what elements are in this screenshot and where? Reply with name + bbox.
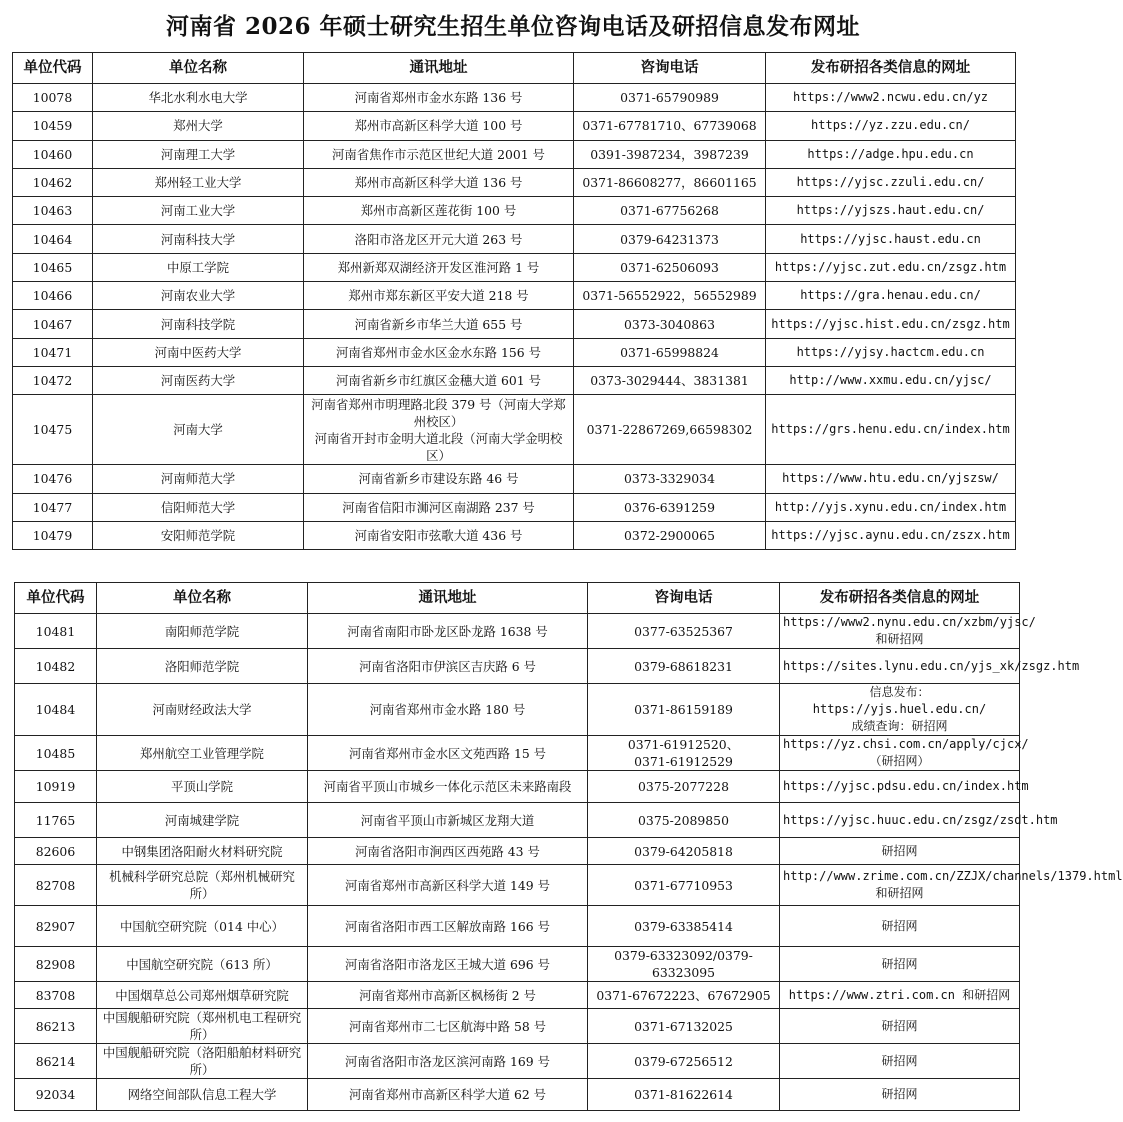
cell-url: 研招网	[780, 906, 1020, 947]
cell-phone: 0379-64205818	[588, 838, 780, 865]
cell-name: 河南科技学院	[93, 310, 304, 338]
cell-code: 10484	[15, 684, 97, 736]
cell-url: http://www.zrime.com.cn/ZZJX/channels/1379.html 和研招网	[780, 865, 1020, 906]
cell-name: 河南大学	[93, 395, 304, 465]
cell-name: 河南农业大学	[93, 282, 304, 310]
cell-url: https://www.htu.edu.cn/yjszsw/	[766, 465, 1016, 493]
cell-code: 82606	[15, 838, 97, 865]
contact-table-2	[14, 582, 1123, 1111]
cell-url: https://yjsc.huuc.edu.cn/zsgz/zsdt.htm	[780, 803, 1020, 838]
cell-url: 研招网	[780, 838, 1020, 865]
table-row	[13, 310, 1016, 338]
table-row	[13, 493, 1016, 521]
cell-address: 河南省郑州市高新区科学大道 62 号	[308, 1079, 588, 1111]
table-row	[13, 197, 1016, 225]
cell-code: 82907	[15, 906, 97, 947]
header-phone: 咨询电话	[574, 53, 766, 84]
cell-name: 郑州轻工业大学	[93, 168, 304, 196]
cell-address: 河南省安阳市弦歌大道 436 号	[304, 521, 574, 549]
table-row	[13, 140, 1016, 168]
cell-phone: 0391-3987234，3987239	[574, 140, 766, 168]
cell-name: 河南城建学院	[97, 803, 308, 838]
table-row	[15, 865, 1020, 906]
header-address: 通讯地址	[308, 583, 588, 614]
cell-url: http://www.xxmu.edu.cn/yjsc/	[766, 366, 1016, 394]
cell-phone: 0371-86159189	[588, 684, 780, 736]
cell-code: 11765	[15, 803, 97, 838]
header-code: 单位代码	[15, 583, 97, 614]
cell-url: https://sites.lynu.edu.cn/yjs_xk/zsgz.htm	[780, 649, 1020, 684]
cell-url: https://www.ztri.com.cn 和研招网	[780, 982, 1020, 1009]
cell-phone: 0371-67756268	[574, 197, 766, 225]
cell-name: 河南财经政法大学	[97, 684, 308, 736]
cell-code: 10471	[13, 338, 93, 366]
cell-name: 网络空间部队信息工程大学	[97, 1079, 308, 1111]
cell-address: 洛阳市洛龙区开元大道 263 号	[304, 225, 574, 253]
cell-address: 河南省郑州市金水东路 136 号	[304, 84, 574, 112]
cell-url: 信息发布：https://yjs.huel.edu.cn/ 成绩查询：研招网	[780, 684, 1020, 736]
cell-code: 86213	[15, 1009, 97, 1044]
table-row	[13, 168, 1016, 196]
cell-address: 河南省郑州市金水区文苑西路 15 号	[308, 736, 588, 771]
table-row	[15, 906, 1020, 947]
cell-phone: 0371-61912520、 0371-61912529	[588, 736, 780, 771]
cell-name: 平顶山学院	[97, 771, 308, 803]
cell-code: 10919	[15, 771, 97, 803]
cell-address: 河南省洛阳市伊滨区吉庆路 6 号	[308, 649, 588, 684]
table-row	[13, 253, 1016, 281]
table-row	[13, 338, 1016, 366]
cell-phone: 0379-63323092/0379-63323095	[588, 947, 780, 982]
cell-code: 10479	[13, 521, 93, 549]
cell-phone: 0379-63385414	[588, 906, 780, 947]
cell-phone: 0371-86608277，86601165	[574, 168, 766, 196]
cell-name: 中钢集团洛阳耐火材料研究院	[97, 838, 308, 865]
header-row	[15, 583, 1020, 614]
cell-address: 河南省郑州市明理路北段 379 号（河南大学郑州校区） 河南省开封市金明大道北段（河南大学金明校区）	[304, 395, 574, 465]
cell-phone: 0371-56552922，56552989	[574, 282, 766, 310]
table-row	[15, 1079, 1020, 1111]
table-row	[15, 947, 1020, 982]
cell-url: https://www2.nynu.edu.cn/xzbm/yjsc/和研招网	[780, 614, 1020, 649]
cell-name: 郑州航空工业管理学院	[97, 736, 308, 771]
cell-url: https://gra.henau.edu.cn/	[766, 282, 1016, 310]
cell-address: 郑州市高新区科学大道 136 号	[304, 168, 574, 196]
cell-name: 河南工业大学	[93, 197, 304, 225]
cell-phone: 0375-2089850	[588, 803, 780, 838]
cell-url: https://yz.chsi.com.cn/apply/cjcx/（研招网）	[780, 736, 1020, 771]
cell-address: 河南省南阳市卧龙区卧龙路 1638 号	[308, 614, 588, 649]
cell-address: 河南省洛阳市涧西区西苑路 43 号	[308, 838, 588, 865]
cell-url: https://yjsc.zzuli.edu.cn/	[766, 168, 1016, 196]
cell-code: 10477	[13, 493, 93, 521]
cell-code: 83708	[15, 982, 97, 1009]
table-row	[15, 649, 1020, 684]
cell-address: 郑州市高新区科学大道 100 号	[304, 112, 574, 140]
cell-code: 10464	[13, 225, 93, 253]
cell-url: https://www2.ncwu.edu.cn/yz	[766, 84, 1016, 112]
table-row	[15, 614, 1020, 649]
cell-url: https://yz.zzu.edu.cn/	[766, 112, 1016, 140]
cell-name: 中国舰船研究院（郑州机电工程研究所）	[97, 1009, 308, 1044]
cell-name: 河南医药大学	[93, 366, 304, 394]
cell-address: 河南省洛阳市洛龙区王城大道 696 号	[308, 947, 588, 982]
cell-phone: 0371-67672223、67672905	[588, 982, 780, 1009]
header-code: 单位代码	[13, 53, 93, 84]
cell-url: https://adge.hpu.edu.cn	[766, 140, 1016, 168]
header-row	[13, 53, 1016, 84]
cell-phone: 0371-62506093	[574, 253, 766, 281]
table-row	[13, 366, 1016, 394]
cell-url: https://yjsc.zut.edu.cn/zsgz.htm	[766, 253, 1016, 281]
table-row	[15, 736, 1020, 771]
cell-address: 河南省焦作市示范区世纪大道 2001 号	[304, 140, 574, 168]
cell-url: https://yjszs.haut.edu.cn/	[766, 197, 1016, 225]
table-row	[15, 982, 1020, 1009]
cell-code: 10465	[13, 253, 93, 281]
cell-phone: 0372-2900065	[574, 521, 766, 549]
cell-phone: 0373-3040863	[574, 310, 766, 338]
cell-code: 10463	[13, 197, 93, 225]
page-title: 河南省 2026 年硕士研究生招生单位咨询电话及研招信息发布网址	[165, 13, 861, 40]
cell-phone: 0375-2077228	[588, 771, 780, 803]
cell-url: 研招网	[780, 1079, 1020, 1111]
cell-code: 10460	[13, 140, 93, 168]
cell-name: 中国烟草总公司郑州烟草研究院	[97, 982, 308, 1009]
cell-name: 华北水利水电大学	[93, 84, 304, 112]
cell-code: 10482	[15, 649, 97, 684]
table-row	[15, 803, 1020, 838]
cell-phone: 0371-65790989	[574, 84, 766, 112]
header-url: 发布研招各类信息的网址	[780, 583, 1020, 614]
cell-phone: 0371-67132025	[588, 1009, 780, 1044]
table-row	[15, 771, 1020, 803]
cell-address: 河南省新乡市建设东路 46 号	[304, 465, 574, 493]
header-url: 发布研招各类信息的网址	[766, 53, 1016, 84]
cell-code: 10467	[13, 310, 93, 338]
cell-code: 10475	[13, 395, 93, 465]
table-row	[15, 1044, 1020, 1079]
table-row	[15, 838, 1020, 865]
cell-address: 河南省新乡市华兰大道 655 号	[304, 310, 574, 338]
cell-name: 安阳师范学院	[93, 521, 304, 549]
contact-table-1	[12, 52, 1016, 550]
cell-name: 中国航空研究院（014 中心）	[97, 906, 308, 947]
cell-code: 10472	[13, 366, 93, 394]
table-row	[13, 395, 1016, 465]
cell-code: 10466	[13, 282, 93, 310]
cell-url: https://yjsc.hist.edu.cn/zsgz.htm	[766, 310, 1016, 338]
cell-code: 92034	[15, 1079, 97, 1111]
cell-code: 86214	[15, 1044, 97, 1079]
cell-name: 机械科学研究总院（郑州机械研究所）	[97, 865, 308, 906]
header-name: 单位名称	[93, 53, 304, 84]
cell-name: 洛阳师范学院	[97, 649, 308, 684]
cell-code: 10459	[13, 112, 93, 140]
cell-url: 研招网	[780, 1009, 1020, 1044]
cell-code: 10485	[15, 736, 97, 771]
table-row	[13, 84, 1016, 112]
cell-code: 82908	[15, 947, 97, 982]
table-row	[15, 684, 1020, 736]
table-row	[13, 521, 1016, 549]
cell-name: 中国舰船研究院（洛阳船舶材料研究所）	[97, 1044, 308, 1079]
cell-url: https://yjsy.hactcm.edu.cn	[766, 338, 1016, 366]
cell-address: 河南省郑州市高新区枫杨街 2 号	[308, 982, 588, 1009]
cell-address: 河南省平顶山市新城区龙翔大道	[308, 803, 588, 838]
cell-code: 82708	[15, 865, 97, 906]
cell-address: 郑州市郑东新区平安大道 218 号	[304, 282, 574, 310]
cell-address: 河南省郑州市金水路 180 号	[308, 684, 588, 736]
cell-address: 河南省洛阳市洛龙区滨河南路 169 号	[308, 1044, 588, 1079]
cell-url: https://grs.henu.edu.cn/index.htm	[766, 395, 1016, 465]
header-name: 单位名称	[97, 583, 308, 614]
cell-url: http://yjs.xynu.edu.cn/index.htm	[766, 493, 1016, 521]
cell-address: 河南省新乡市红旗区金穗大道 601 号	[304, 366, 574, 394]
cell-phone: 0376-6391259	[574, 493, 766, 521]
table-row	[15, 1009, 1020, 1044]
cell-address: 河南省郑州市金水区金水东路 156 号	[304, 338, 574, 366]
table-row	[13, 112, 1016, 140]
cell-name: 郑州大学	[93, 112, 304, 140]
cell-phone: 0371-67710953	[588, 865, 780, 906]
cell-url: 研招网	[780, 1044, 1020, 1079]
cell-phone: 0371-65998824	[574, 338, 766, 366]
cell-name: 河南师范大学	[93, 465, 304, 493]
cell-code: 10078	[13, 84, 93, 112]
cell-url: 研招网	[780, 947, 1020, 982]
cell-name: 信阳师范大学	[93, 493, 304, 521]
cell-phone: 0371-22867269,66598302	[574, 395, 766, 465]
cell-url: https://yjsc.haust.edu.cn	[766, 225, 1016, 253]
cell-phone: 0379-64231373	[574, 225, 766, 253]
table-row	[13, 225, 1016, 253]
table-row	[13, 465, 1016, 493]
cell-address: 河南省郑州市高新区科学大道 149 号	[308, 865, 588, 906]
cell-phone: 0371-67781710、67739068	[574, 112, 766, 140]
cell-name: 河南科技大学	[93, 225, 304, 253]
cell-address: 河南省洛阳市西工区解放南路 166 号	[308, 906, 588, 947]
cell-url: https://yjsc.aynu.edu.cn/zszx.htm	[766, 521, 1016, 549]
cell-address: 郑州新郑双湖经济开发区淮河路 1 号	[304, 253, 574, 281]
cell-phone: 0379-68618231	[588, 649, 780, 684]
cell-name: 河南理工大学	[93, 140, 304, 168]
table-row	[13, 282, 1016, 310]
cell-url: https://yjsc.pdsu.edu.cn/index.htm	[780, 771, 1020, 803]
cell-address: 河南省平顶山市城乡一体化示范区未来路南段	[308, 771, 588, 803]
cell-address: 河南省信阳市浉河区南湖路 237 号	[304, 493, 574, 521]
cell-address: 郑州市高新区莲花街 100 号	[304, 197, 574, 225]
cell-code: 10481	[15, 614, 97, 649]
header-address: 通讯地址	[304, 53, 574, 84]
cell-phone: 0373-3329034	[574, 465, 766, 493]
cell-code: 10476	[13, 465, 93, 493]
header-phone: 咨询电话	[588, 583, 780, 614]
cell-code: 10462	[13, 168, 93, 196]
cell-phone: 0371-81622614	[588, 1079, 780, 1111]
cell-name: 河南中医药大学	[93, 338, 304, 366]
cell-phone: 0377-63525367	[588, 614, 780, 649]
cell-phone: 0373-3029444、3831381	[574, 366, 766, 394]
cell-phone: 0379-67256512	[588, 1044, 780, 1079]
cell-address: 河南省郑州市二七区航海中路 58 号	[308, 1009, 588, 1044]
cell-name: 中国航空研究院（613 所）	[97, 947, 308, 982]
cell-name: 南阳师范学院	[97, 614, 308, 649]
cell-name: 中原工学院	[93, 253, 304, 281]
